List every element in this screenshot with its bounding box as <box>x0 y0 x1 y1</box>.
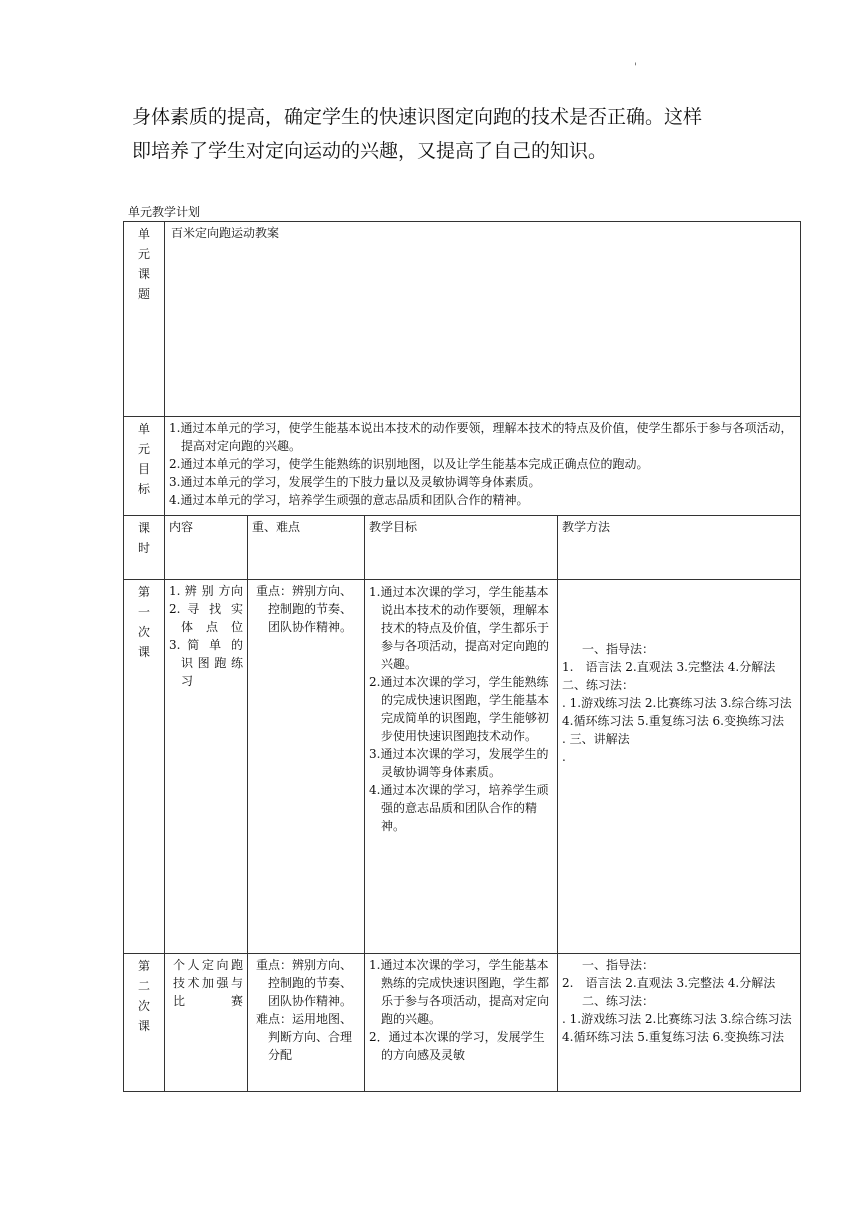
lesson-method-line: . 三、讲解法 <box>562 732 630 746</box>
unit-goal-item: 3.通过本单元的学习，发展学生的下肢力量以及灵敏协调等身体素质。 <box>169 475 541 489</box>
intro-line: 即培养了学生对定向运动的兴趣，又提高了自己的知识。 <box>132 140 608 162</box>
lesson-method-line: . <box>562 750 566 764</box>
lesson-objective-item: 2．通过本次课的学习，发展学生的方向感及灵敏 <box>369 1030 545 1062</box>
lesson-content-cell <box>165 954 248 1092</box>
unit-plan-table <box>123 221 801 1092</box>
lesson-row <box>124 580 801 954</box>
lesson-objective-item: 3.通过本次课的学习，发展学生的灵敏协调等身体素质。 <box>369 747 549 779</box>
lesson-objectives-cell <box>365 954 558 1092</box>
lesson-method-line: 1. 语言法 2.直观法 3.完整法 4.分解法 <box>562 660 776 674</box>
lesson-objective-item: 1.通过本次课的学习，学生能基本说出本技术的动作要领，理解本技术的特点及价值，学生都乐于参与各项活动，提高对定向跑的兴趣。 <box>369 585 550 671</box>
lesson-period-cell <box>124 580 165 954</box>
table-caption: 单元教学计划 <box>128 205 201 219</box>
methods-header: 教学方法 <box>558 516 801 580</box>
unit-topic-row <box>124 222 801 417</box>
period-header: 课时 <box>137 521 150 555</box>
lesson-objective-item: 2.通过本次课的学习，学生能熟练的完成快速识图跑，学生能基本完成简单的识图跑，学生能够初步使用快速识图跑技术动作。 <box>369 675 550 743</box>
lesson-methods-cell <box>558 954 801 1092</box>
page-mark: ' <box>634 62 637 73</box>
lesson-content-text: 个人定向跑技术加强与比赛 <box>173 958 243 1008</box>
unit-goal-item: 4.通过本单元的学习，培养学生顽强的意志品质和团队合作的精神。 <box>169 493 529 507</box>
content-header: 内容 <box>165 516 248 580</box>
intro-paragraph <box>132 100 772 168</box>
lesson-method-line: . 1.游戏练习法 2.比赛练习法 3.综合练习法 4.循环练习法 5.重复练习法 6.变换练习法 <box>562 696 792 728</box>
lesson-period: 第一次课 <box>137 585 150 659</box>
lesson-key-points-cell <box>248 580 365 954</box>
lesson-content-item: 1. 辨 别 方向 <box>169 584 243 598</box>
lesson-objective-item: 1.通过本次课的学习，学生能基本熟练的完成快速识图跑，学生都乐于参与各项活动，提高对定向跑的兴趣。 <box>369 958 550 1026</box>
lesson-method-line: 二、练习法： <box>582 994 655 1008</box>
lesson-key-points: 重点：辨别方向、控制跑的节奏、团队协作精神。 <box>256 958 353 1008</box>
unit-goal-item: 1.通过本单元的学习，使学生能基本说出本技术的动作要领，理解本技术的特点及价值，使学生都乐于参与各项活动，提高对定向跑的兴趣。 <box>169 421 793 453</box>
unit-goal-label: 单元目标 <box>137 422 150 496</box>
header-row <box>124 516 801 580</box>
lesson-row <box>124 954 801 1092</box>
lesson-key-points: 重点：辨别方向、控制跑的节奏、团队协作精神。 <box>256 584 353 634</box>
unit-topic-value-cell <box>165 222 801 417</box>
key-points-header: 重、难点 <box>248 516 365 580</box>
lesson-objective-item: 4.通过本次课的学习，培养学生顽强的意志品质和团队合作的精神。 <box>369 783 549 833</box>
unit-topic-label-cell <box>124 222 165 417</box>
lesson-method-line: 2. 语言法 2.直观法 3.完整法 4.分解法 <box>562 976 776 990</box>
lesson-content-item: 3. 简 单 的 识 图 跑 练习 <box>169 638 243 688</box>
lesson-objectives-cell <box>365 580 558 954</box>
lesson-period: 第二次课 <box>137 959 150 1033</box>
period-header-cell <box>124 516 165 580</box>
unit-goal-row <box>124 417 801 516</box>
lesson-method-line: 一、指导法： <box>582 642 655 656</box>
unit-goal-item: 2.通过本单元的学习，使学生能熟练的识别地图，以及让学生能基本完成正确点位的跑动。 <box>169 457 649 471</box>
lesson-method-line: 一、指导法： <box>582 958 655 972</box>
unit-topic-label: 单元课题 <box>137 227 150 301</box>
intro-line: 身体素质的提高，确定学生的快速识图定向跑的技术是否正确。这样 <box>132 106 703 128</box>
lesson-key-points: 难点：运用地图、判断方向、合理分配 <box>256 1012 353 1062</box>
lesson-period-cell <box>124 954 165 1092</box>
unit-topic-value: 百米定向跑运动教案 <box>171 226 280 240</box>
unit-goal-list <box>165 417 801 516</box>
lesson-method-line: . 1.游戏练习法 2.比赛练习法 3.综合练习法 4.循环练习法 5.重复练习法 6.变换练习法 <box>562 1012 792 1044</box>
lesson-content-item: 2. 寻 找 实 体 点 位 <box>169 602 243 634</box>
lesson-content-cell <box>165 580 248 954</box>
lesson-method-line: 二、练习法： <box>562 678 635 692</box>
unit-goal-label-cell <box>124 417 165 516</box>
objectives-header: 教学目标 <box>365 516 558 580</box>
lesson-key-points-cell <box>248 954 365 1092</box>
lesson-methods-cell <box>558 580 801 954</box>
